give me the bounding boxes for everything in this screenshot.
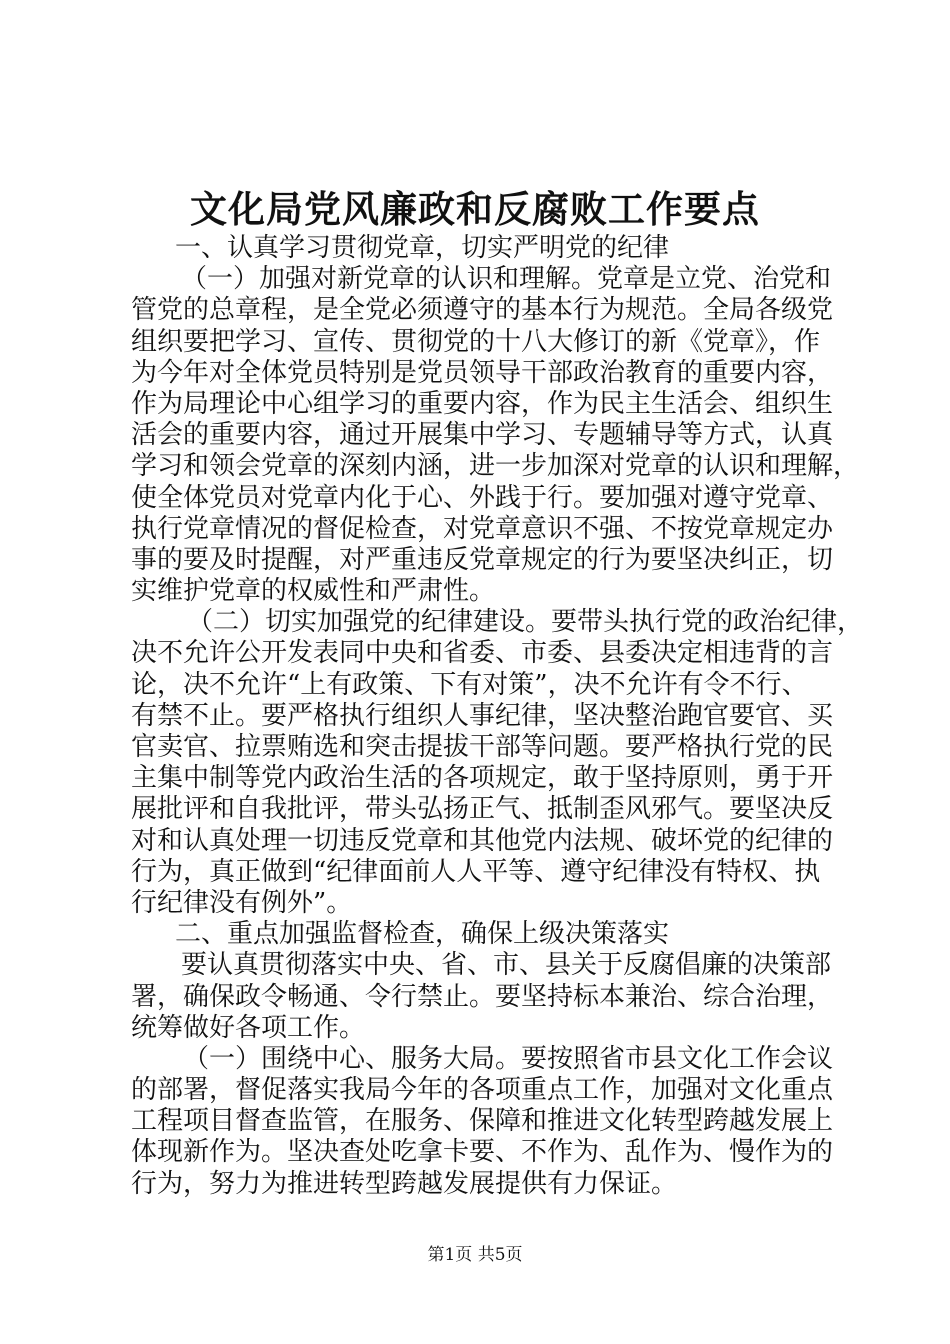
- paragraph-line: 对和认真处理一切违反党章和其他党内法规、破坏党的纪律的: [131, 825, 834, 856]
- section-heading-2: 二、重点加强监督检查，确保上级决策落实: [175, 919, 670, 950]
- paragraph-line: 组织要把学习、宣传、贯彻党的十八大修订的新《党章》，作: [131, 326, 821, 357]
- paragraph-line: 主集中制等党内政治生活的各项规定，敢于坚持原则，勇于开: [131, 763, 834, 794]
- paragraph-line: 活会的重要内容，通过开展集中学习、专题辅导等方式，认真: [131, 420, 834, 451]
- document-title: 文化局党风廉政和反腐败工作要点: [190, 187, 760, 231]
- paragraph-line: （一）加强对新党章的认识和理解。党章是立党、治党和: [181, 264, 832, 295]
- document-body: [131, 233, 864, 1200]
- paragraph-line: 执行党章情况的督促检查，对党章意识不强、不按党章规定办: [131, 513, 834, 544]
- paragraph-line: 有禁不止。要严格执行组织人事纪律，坚决整治跑官要官、买: [131, 700, 834, 731]
- paragraph-line: 官卖官、拉票贿选和突击提拔干部等问题。要严格执行党的民: [131, 732, 834, 762]
- paragraph-line: 要认真贯彻落实中央、省、市、县关于反腐倡廉的决策部: [181, 950, 832, 981]
- paragraph-line: 学习和领会党章的深刻内涵，进一步加深对党章的认识和理解，: [131, 451, 860, 482]
- paragraph-line: （一）围绕中心、服务大局。要按照省市县文化工作会议: [183, 1043, 834, 1074]
- paragraph-line: 行为，真正做到“纪律面前人人平等、遵守纪律没有特权、执: [131, 856, 821, 887]
- paragraph-line: 管党的总章程，是全党必须遵守的基本行为规范。全局各级党: [131, 295, 834, 326]
- paragraph-line: 的部署，督促落实我局今年的各项重点工作，加强对文化重点: [131, 1075, 834, 1106]
- paragraph-line: 统筹做好各项工作。: [131, 1012, 366, 1043]
- paragraph-line: 体现新作为。坚决查处吃拿卡要、不作为、乱作为、慢作为的: [131, 1137, 834, 1168]
- paragraph-line: 行纪律没有例外”。: [131, 887, 353, 918]
- paragraph-line: 署，确保政令畅通、令行禁止。要坚持标本兼治、综合治理，: [131, 981, 834, 1012]
- paragraph-line: 论，决不允许“上有政策、下有对策”，决不允许有令不行、: [131, 669, 808, 700]
- paragraph-line: 工程项目督查监管，在服务、保障和推进文化转型跨越发展上: [131, 1106, 834, 1137]
- paragraph-line: 使全体党员对党章内化于心、外践于行。要加强对遵守党章、: [131, 482, 834, 513]
- paragraph-line: 为今年对全体党员特别是党员领导干部政治教育的重要内容，: [131, 357, 834, 388]
- paragraph-line: 行为，努力为推进转型跨越发展提供有力保证。: [131, 1168, 678, 1199]
- paragraph-line: 展批评和自我批评，带头弘扬正气、抵制歪风邪气。要坚决反: [131, 794, 834, 825]
- paragraph-line: （二）切实加强党的纪律建设。要带头执行党的政治纪律，: [187, 607, 864, 638]
- section-heading-1: 一、认真学习贯彻党章，切实严明党的纪律: [175, 233, 670, 263]
- page-footer: 第1页 共5页: [427, 1245, 523, 1265]
- paragraph-line: 决不允许公开发表同中央和省委、市委、县委决定相违背的言: [131, 638, 834, 669]
- paragraph-line: 事的要及时提醒，对严重违反党章规定的行为要坚决纠正，切: [131, 544, 834, 575]
- paragraph-line: 作为局理论中心组学习的重要内容，作为民主生活会、组织生: [131, 388, 834, 419]
- paragraph-line: 实维护党章的权威性和严肃性。: [131, 576, 496, 607]
